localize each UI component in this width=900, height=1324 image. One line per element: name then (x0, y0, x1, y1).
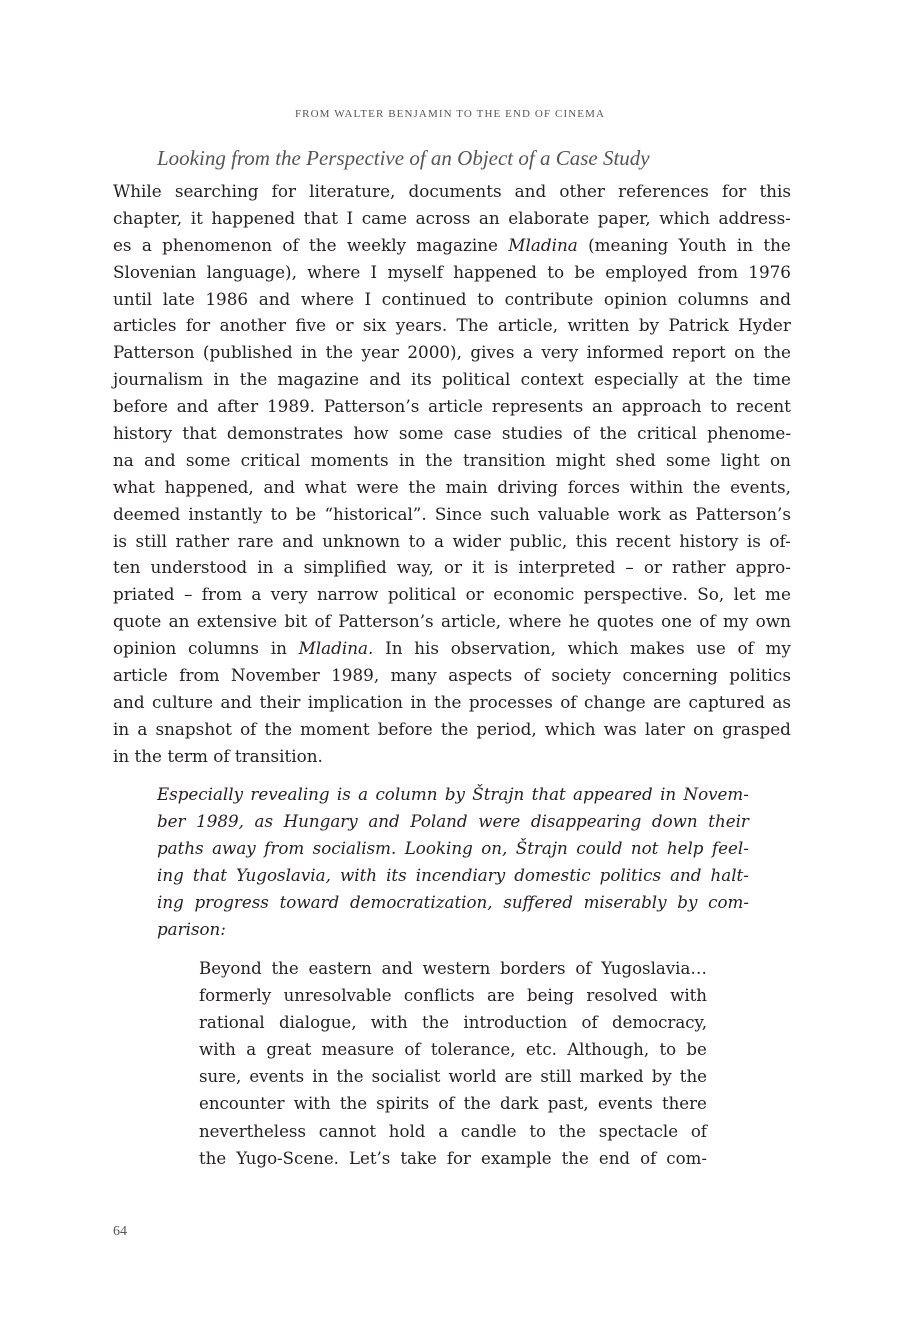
text-line: parison: (157, 919, 226, 940)
text-line: ing progress toward democratization, suffered miserably by com- (157, 892, 749, 913)
text-line: the Yugo-Scene. Let’s take for example the end of com- (199, 1148, 707, 1168)
text-line: Slovenian language), where I myself happened to be employed from 1976 (113, 261, 791, 282)
text-line: Patterson (published in the year 2000), gives a very informed report on the (113, 342, 791, 363)
text-line: what happened, and what were the main driving forces within the events, (113, 476, 791, 497)
text-line: na and some critical moments in the transition might shed some light on (113, 449, 791, 470)
body-text (113, 178, 791, 770)
text-line: history that demonstrates how some case studies of the critical phenome- (113, 423, 791, 444)
text-line: encounter with the spirits of the dark past, events there (199, 1094, 707, 1114)
text-line: sure, events in the socialist world are still marked by the (199, 1067, 707, 1087)
text-line: rational dialogue, with the introduction of democracy, (199, 1013, 707, 1033)
text-line: While searching for literature, documents and other references for this (113, 181, 791, 201)
section-title: Looking from the Perspective of an Object of a Case Study (157, 146, 650, 170)
text-line: priated – from a very narrow political or economic perspective. So, let me (113, 584, 791, 605)
text-line: in a snapshot of the moment before the period, which was later on grasped (113, 718, 791, 739)
text-line: paths away from socialism. Looking on, Štrajn could not help feel- (157, 838, 749, 859)
text-line: until late 1986 and where I continued to contribute opinion columns and (113, 288, 791, 309)
text-line: ten understood in a simplified way, or it is interpreted – or rather appro- (113, 557, 791, 578)
text-line: opinion columns in Mladina. In his observation, which makes use of my (113, 638, 791, 659)
text-line: is still rather rare and unknown to a wider public, this recent history is of- (113, 530, 791, 551)
text-line: chapter, it happened that I came across an elaborate paper, which address- (113, 207, 791, 228)
text-line: journalism in the magazine and its political context especially at the time (113, 369, 791, 390)
text-line: quote an extensive bit of Patterson’s article, where he quotes one of my own (113, 611, 791, 632)
text-line: deemed instantly to be “historical”. Since such valuable work as Patterson’s (113, 503, 791, 524)
text-line: before and after 1989. Patterson’s article represents an approach to recent (113, 396, 791, 417)
text-line: with a great measure of tolerance, etc. Although, to be (199, 1040, 707, 1060)
text-line: articles for another five or six years. The article, written by Patrick Hyder (113, 315, 791, 336)
page-number: 64 (113, 1224, 127, 1239)
text-line: in the term of transition. (113, 745, 323, 766)
text-line: es a phenomenon of the weekly magazine Mladina (meaning Youth in the (113, 234, 791, 255)
text-line: nevertheless cannot hold a candle to the spectacle of (199, 1121, 707, 1141)
text-line: Especially revealing is a column by Štrajn that appeared in Novem- (157, 784, 749, 804)
block-quote-column (199, 955, 707, 1172)
text-line: ber 1989, as Hungary and Poland were disappearing down their (157, 811, 749, 832)
block-quote-commentary (157, 781, 749, 944)
text-line: article from November 1989, many aspects of society concerning politics (113, 665, 791, 686)
text-line: ing that Yugoslavia, with its incendiary domestic politics and halt- (157, 865, 749, 886)
running-head: FROM WALTER BENJAMIN TO THE END OF CINEMA (294, 108, 606, 120)
text-line: formerly unresolvable conflicts are being resolved with (199, 986, 707, 1006)
text-line: and culture and their implication in the processes of change are captured as (113, 691, 791, 712)
text-line: Beyond the eastern and western borders of Yugoslavia… (199, 959, 707, 978)
